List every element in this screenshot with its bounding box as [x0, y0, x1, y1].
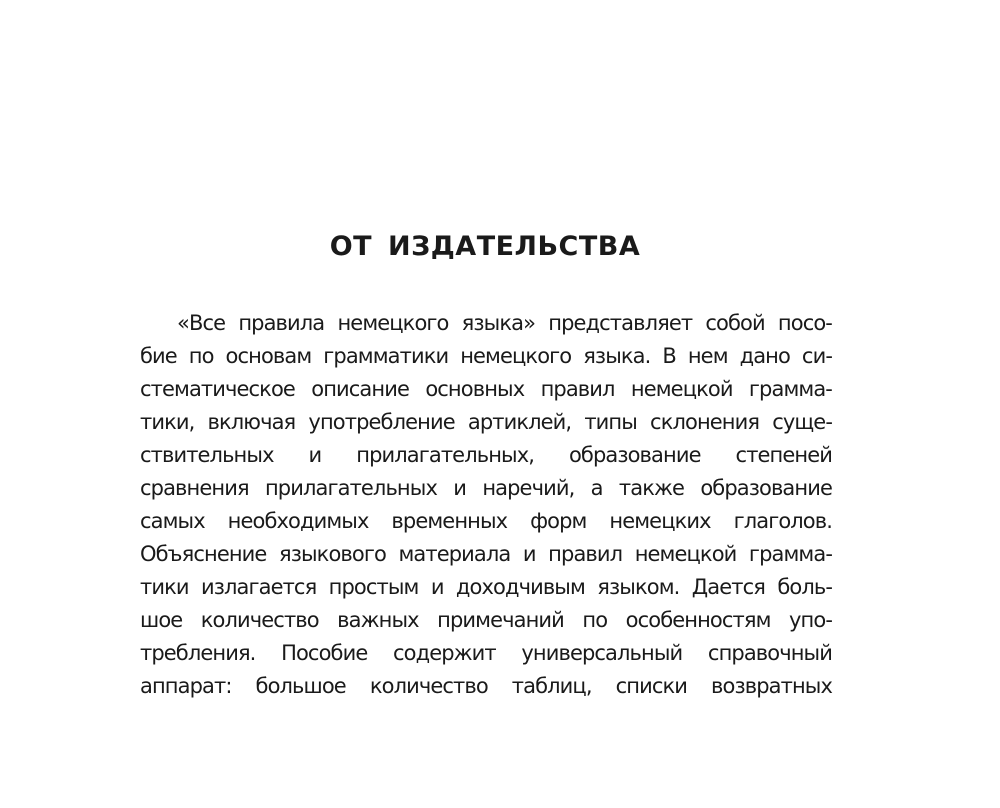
paragraph-line: стематическое описание основных правил немецкой грамма-	[140, 377, 832, 401]
paragraph-line: тики, включая употребление артиклей, типы склонения суще-	[140, 410, 832, 434]
body-paragraph	[140, 307, 832, 703]
paragraph-line: аппарат: большое количество таблиц, списки возвратных	[140, 674, 832, 698]
paragraph-line: Объяснение языкового материала и правил немецкой грамма-	[140, 542, 832, 566]
paragraph-line: ствительных и прилагательных, образование степеней	[140, 443, 832, 467]
paragraph-line: самых необходимых временных форм немецких глаголов.	[140, 509, 832, 533]
paragraph-line: тики излагается простым и доходчивым языком. Дается боль-	[140, 575, 832, 599]
section-heading: ОТ ИЗДАТЕЛЬСТВА	[329, 231, 641, 262]
paragraph-line: «Все правила немецкого языка» представляет собой посо-	[177, 311, 832, 335]
paragraph-line: требления. Пособие содержит универсальный справочный	[140, 641, 832, 665]
paragraph-line: шое количество важных примечаний по особенностям упо-	[140, 608, 832, 632]
paragraph-line: бие по основам грамматики немецкого языка. В нем дано си-	[140, 344, 832, 368]
paragraph-line: сравнения прилагательных и наречий, а также образование	[140, 476, 832, 500]
